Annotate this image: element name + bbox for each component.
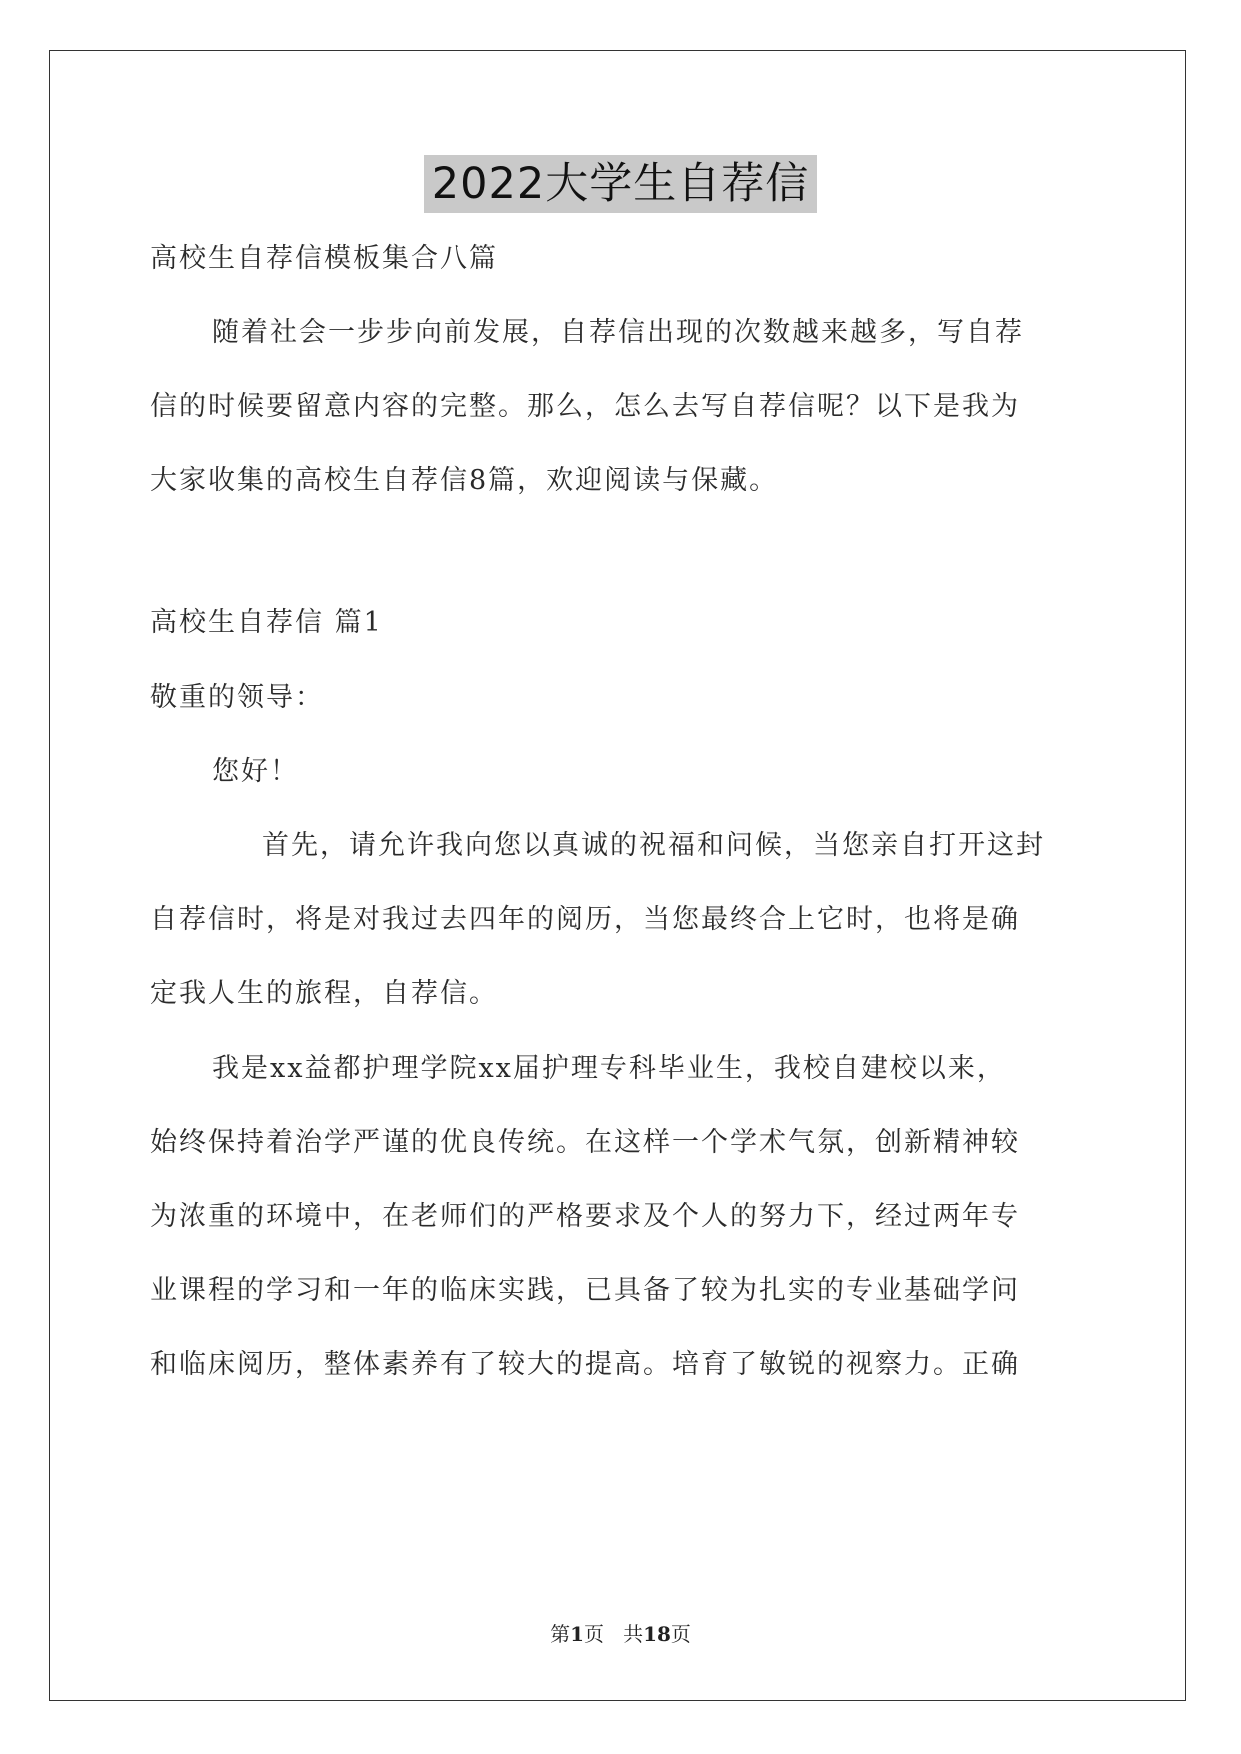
footer-total-pages: 18: [643, 1622, 671, 1646]
paragraph-line: 自荐信时，将是对我过去四年的阅历，当您最终合上它时，也将是确: [150, 904, 1020, 935]
paragraph-line: 始终保持着治学严谨的优良传统。在这样一个学术气氛，创新精神较: [150, 1127, 1020, 1158]
paragraph-line: 和临床阅历，整体素养有了较大的提高。培育了敏锐的视察力。正确: [150, 1349, 1020, 1380]
paragraph-line: 我是xx益都护理学院xx届护理专科毕业生，我校自建校以来，: [212, 1053, 1006, 1084]
paragraph-line: 业课程的学习和一年的临床实践，已具备了较为扎实的专业基础学问: [150, 1275, 1020, 1306]
footer-prefix: 第: [550, 1622, 571, 1646]
paragraph-line: 定我人生的旅程，自荐信。: [150, 978, 498, 1009]
paragraph-line: 首先，请允许我向您以真诚的祝福和问候，当您亲自打开这封: [262, 830, 1045, 861]
salutation: 敬重的领导：: [150, 682, 324, 713]
document-title: 2022大学生自荐信: [424, 155, 817, 213]
footer-total-suffix: 页: [670, 1622, 691, 1646]
footer-page-number: 1: [570, 1622, 584, 1646]
paragraph-line: 为浓重的环境中，在老师们的严格要求及个人的努力下，经过两年专: [150, 1201, 1020, 1232]
section-heading: 高校生自荐信 篇1: [150, 607, 383, 638]
paragraph-line: 信的时候要留意内容的完整。那么，怎么去写自荐信呢？以下是我为: [150, 391, 1020, 422]
greeting: 您好！: [212, 756, 299, 787]
subtitle-line: 高校生自荐信模板集合八篇: [150, 243, 498, 274]
paragraph-line: 随着社会一步步向前发展，自荐信出现的次数越来越多，写自荐: [212, 317, 1024, 348]
page-border: [49, 50, 1186, 1701]
footer-total-prefix: 共: [623, 1622, 644, 1646]
footer-page-suffix: 页: [584, 1622, 604, 1646]
title-container: [0, 155, 1241, 213]
paragraph-line: 大家收集的高校生自荐信8篇，欢迎阅读与保藏。: [150, 465, 779, 496]
page-footer: [0, 1618, 1241, 1647]
